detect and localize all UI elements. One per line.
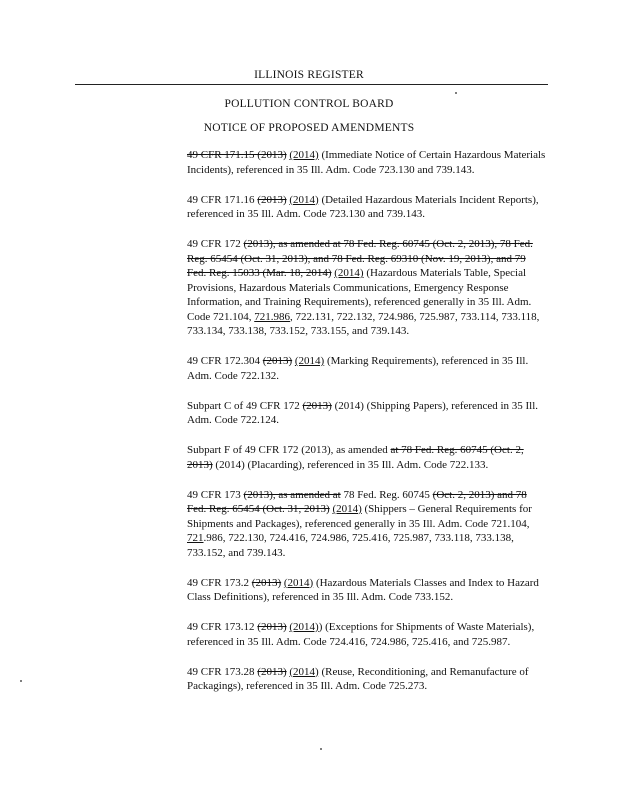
entry-text: 49 CFR 172 xyxy=(187,238,244,250)
cfr-reference-entry xyxy=(187,620,547,649)
cfr-reference-entry xyxy=(187,665,547,694)
cfr-reference-entry xyxy=(187,193,547,222)
entry-text: ) (Exceptions for Shipments of Waste Materials), referenced in 35 Ill. Adm. Code 724.416, 724.986, 725.416, and 725.987. xyxy=(187,621,535,648)
entry-text: (Immediate Notice of Certain Hazardous Materials Incidents), referenced in 35 Ill. Adm. Code 723.130 and 739.143. xyxy=(187,149,546,176)
scan-speck xyxy=(455,92,457,94)
entry-text: (Marking Requirements), referenced in 35 Ill. Adm. Code 722.132. xyxy=(187,355,529,382)
cfr-reference-entry xyxy=(187,148,547,177)
entry-text: (Detailed Hazardous Materials Incident Reports), referenced in 35 Ill. Adm. Code 723.130 and 739.143. xyxy=(187,193,539,220)
cfr-reference-entry xyxy=(187,237,547,339)
inserted-text: (2014) xyxy=(289,149,319,161)
entry-text: (2014) (Placarding), referenced in 35 Ill. Adm. Code 722.133. xyxy=(212,458,489,471)
cfr-reference-entry xyxy=(187,443,547,472)
inserted-text: (2014) xyxy=(283,576,314,589)
entry-text: 49 CFR 173.2 xyxy=(187,576,252,589)
entry-text: (Hazardous Materials Classes and Index to Hazard Class Definitions), referenced in 35 Ill. Adm. Code 733.152. xyxy=(187,576,539,603)
deleted-text: (2013) xyxy=(302,399,332,412)
scan-speck xyxy=(320,748,322,750)
scan-speck xyxy=(20,680,22,682)
entry-text: 49 CFR 173 xyxy=(187,488,244,501)
deleted-text: (2013), as amended at 78 Fed. Reg. 60745 (Oct. 2, 2013), 78 Fed. Reg. 65454 (Oct. 31, 2013), and 78 Fed. Reg. 69310 (Nov. 19, 2013), and 79 Fed. Reg. 15033 (Mar. 18, 2014) xyxy=(187,238,533,279)
entry-text: 49 CFR 171.16 xyxy=(187,193,258,206)
entry-text: (Reuse, Reconditioning, and Remanufacture of Packagings), referenced in 35 Ill. Adm. Code 725.273. xyxy=(187,665,529,692)
cfr-references-list xyxy=(187,148,547,709)
inserted-text: 721 xyxy=(187,532,204,544)
register-title: ILLINOIS REGISTER xyxy=(254,69,364,81)
cfr-reference-entry xyxy=(187,399,547,428)
entry-text: (2014) (Shipping Papers), referenced in 35 Ill. Adm. Code 722.124. xyxy=(187,399,539,426)
inserted-text: 721.986 xyxy=(254,310,290,323)
inserted-text: (2014) xyxy=(334,267,364,279)
entry-text: 49 CFR 173.28 xyxy=(187,665,258,678)
deleted-text: (Oct. 2, 2013) and 78 Fed. Reg. 65454 (Oct. 31, 2013) xyxy=(187,488,527,515)
cfr-reference-entry xyxy=(187,354,547,383)
deleted-text: (2013) xyxy=(262,355,293,367)
cfr-reference-entry xyxy=(187,576,547,605)
entry-text: (Shippers – General Requirements for Shipments and Packages), referenced generally in 35 Ill. Adm. Code 721.104, xyxy=(187,503,532,530)
deleted-text: (2013) xyxy=(257,621,287,633)
inserted-text: (2014) xyxy=(289,665,319,678)
entry-text: 49 CFR 173.12 xyxy=(187,621,258,633)
deleted-text: at 78 Fed. Reg. 60745 (Oct. 2, 2013) xyxy=(187,444,524,471)
entry-text: (Hazardous Materials Table, Special Provisions, Hazardous Materials Communications, Emergency Response Information, and Training Requirements), referenced generally in 35 Ill. Adm. Code 721.104, xyxy=(187,267,532,323)
entry-text: 78 Fed. Reg. 60745 xyxy=(340,488,433,501)
inserted-text: (2014) xyxy=(294,355,325,367)
entry-text: 49 CFR 172.304 xyxy=(187,355,263,367)
inserted-text: (2014) xyxy=(289,193,319,206)
notice-title: NOTICE OF PROPOSED AMENDMENTS xyxy=(203,122,415,134)
board-title: POLLUTION CONTROL BOARD xyxy=(224,98,394,110)
entry-text: , 722.131, 722.132, 724.986, 725.987, 733.114, 733.118, 733.134, 733.138, 733.152, 733.155, and 739.143. xyxy=(187,310,540,337)
entry-text: .986, 722.130, 724.416, 724.986, 725.416, 725.987, 733.118, 733.138, 733.152, and 739.143. xyxy=(187,532,514,559)
deleted-text: 49 CFR 171.15 (2013) xyxy=(187,149,287,161)
entry-text: Subpart C of 49 CFR 172 xyxy=(187,399,303,412)
inserted-text: (2014) xyxy=(332,503,362,515)
deleted-text: (2013) xyxy=(251,576,282,589)
deleted-text: (2013) xyxy=(257,193,287,206)
entry-text: Subpart F of 49 CFR 172 (2013), as amended xyxy=(187,444,391,456)
inserted-text: (2014) xyxy=(289,621,319,633)
deleted-text: (2013) xyxy=(257,665,287,678)
header-rule xyxy=(75,84,548,85)
cfr-reference-entry xyxy=(187,488,547,561)
deleted-text: (2013), as amended at xyxy=(243,488,341,501)
